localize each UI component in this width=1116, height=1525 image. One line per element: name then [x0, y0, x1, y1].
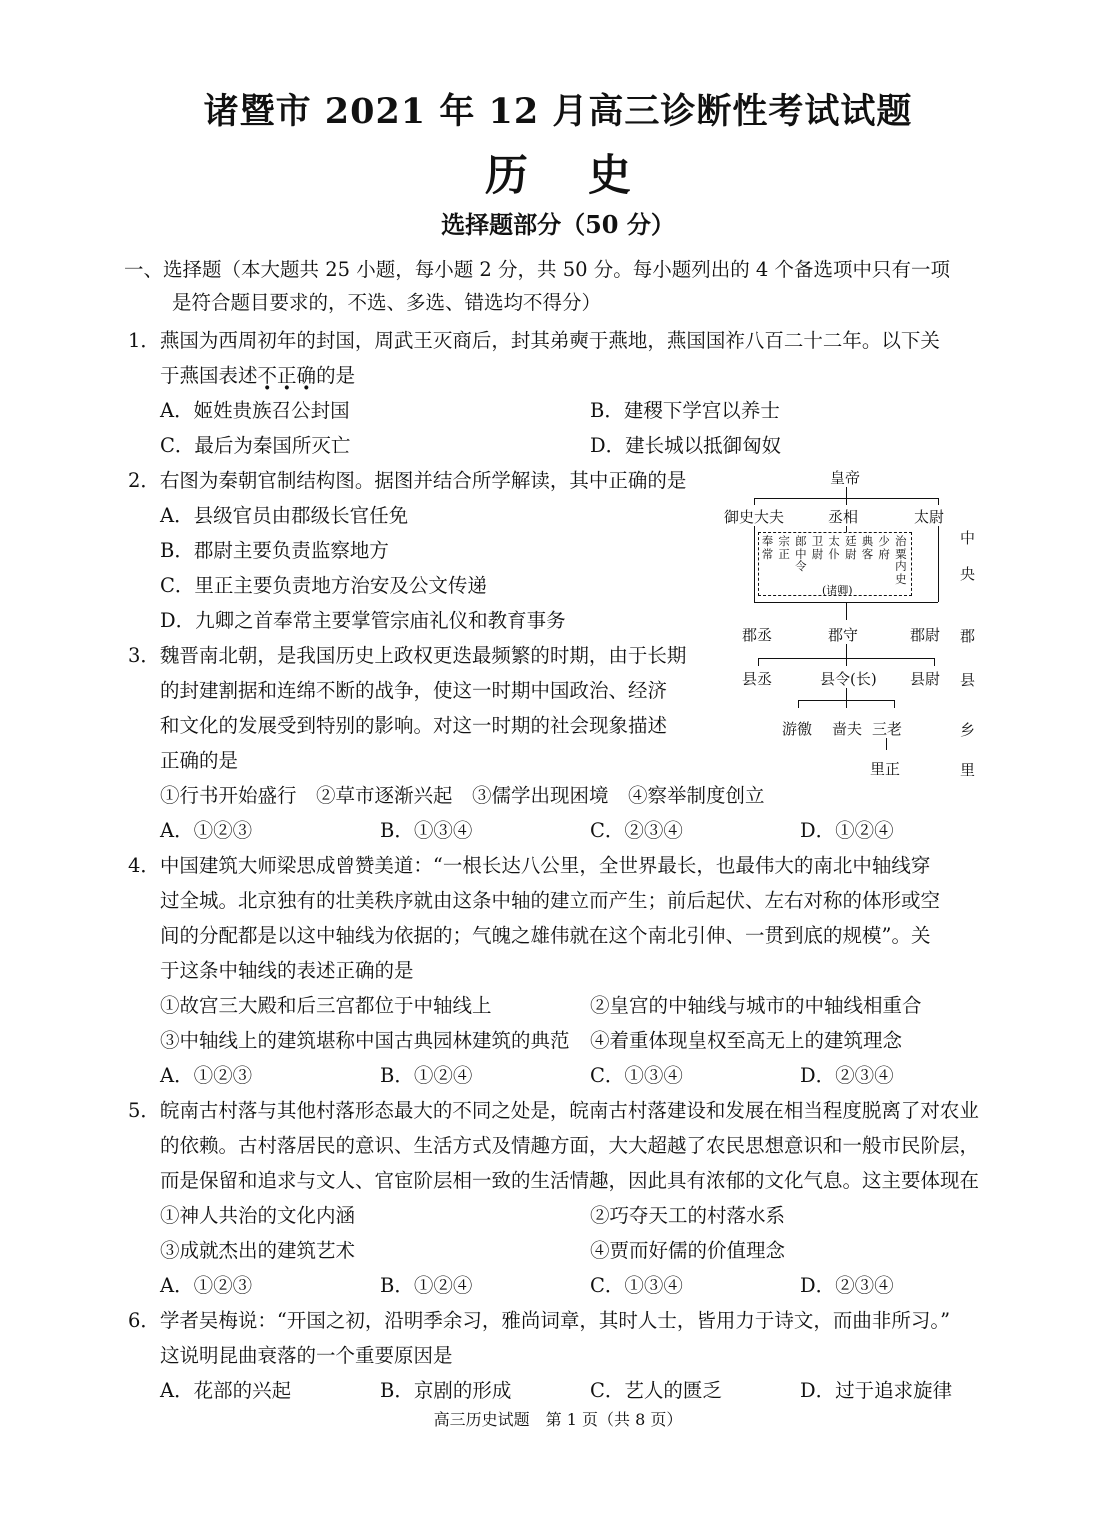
q6-option-c: C．艺人的匮乏	[590, 1379, 722, 1402]
diagram-connector	[846, 487, 847, 498]
page-footer: 高三历史试题 第 1 页（共 8 页）	[433, 1410, 683, 1429]
q5-stem-line-1: 5．皖南古村落与其他村落形态最大的不同之处是，皖南古村落建设和发展在相当程度脱离了对农业	[128, 1099, 979, 1122]
diagram-connector	[934, 658, 935, 666]
q5-stem-line-3: 而是保留和追求与文人、官宦阶层相一致的生活情趣，因此具有浓郁的文化气息。这主要体现在	[160, 1169, 980, 1192]
q3-stem-line-2: 的封建割据和连绵不断的战争，使这一时期中国政治、经济	[160, 679, 668, 702]
diagram-connector	[938, 498, 939, 505]
q5-option-b: B．①②④	[380, 1274, 473, 1297]
diagram-connector	[846, 688, 847, 700]
diagram-minister: 典 客	[861, 534, 874, 561]
diagram-xian-cheng: 县丞	[742, 670, 773, 688]
diagram-minister: 太 仆	[828, 534, 840, 561]
q4-stem-line-3: 间的分配都是以这中轴线为依据的；气魄之雄伟就在这个南北引伸、一贯到底的规模”。关	[160, 924, 931, 947]
diagram-connector	[846, 602, 847, 620]
qin-bureaucracy-diagram	[718, 465, 988, 785]
q6-option-d: D．过于追求旋律	[800, 1379, 953, 1402]
q6-option-a: A．花部的兴起	[160, 1379, 292, 1402]
q1-option-a: A．姬姓贵族召公封国	[160, 399, 350, 422]
diagram-youjiao: 游徼	[782, 720, 813, 738]
diagram-connector	[846, 644, 847, 658]
diagram-level-jun: 郡	[960, 627, 976, 645]
diagram-minister: 卫 尉	[811, 534, 824, 561]
diagram-connector	[846, 658, 847, 666]
q1-option-b: B．建稷下学宫以养士	[590, 399, 780, 422]
diagram-connector	[754, 498, 755, 505]
q3-stem-line-3: 和文化的发展受到特别的影响。对这一时期的社会现象描述	[160, 714, 668, 737]
q1-stem-line-2	[160, 363, 355, 389]
diagram-jun-shou: 郡守	[828, 626, 859, 644]
q4-item-3: ③中轴线上的建筑堪称中国古典园林建筑的典范	[160, 1029, 570, 1052]
q3-option-a: A．①②③	[160, 819, 253, 842]
diagram-minister: 郎 中 令	[795, 534, 807, 573]
q1-option-d: D．建长城以抵御匈奴	[590, 434, 782, 457]
exam-title: 诸暨市 2021 年 12 月高三诊断性考试试题	[203, 91, 913, 132]
diagram-level-yang: 央	[960, 565, 976, 583]
diagram-level-li: 里	[960, 761, 976, 779]
diagram-connector	[846, 700, 847, 708]
q4-option-c: C．①③④	[590, 1064, 683, 1087]
diagram-lizheng: 里正	[870, 760, 901, 778]
q5-option-a: A．①②③	[160, 1274, 253, 1297]
diagram-connector	[758, 658, 759, 666]
q4-item-2: ②皇宫的中轴线与城市的中轴线相重合	[590, 994, 922, 1017]
q3-stem-line-1: 3．魏晋南北朝，是我国历史上政权更迭最频繁的时期，由于长期	[128, 644, 687, 667]
q5-item-4: ④贾而好儒的价值理念	[590, 1239, 786, 1262]
q5-option-c: C．①③④	[590, 1274, 683, 1297]
diagram-frame	[938, 526, 939, 602]
q4-item-4: ④着重体现皇权至高无上的建筑理念	[590, 1029, 903, 1052]
diagram-sanlao: 三老	[872, 720, 903, 738]
q5-option-d: D．②③④	[800, 1274, 894, 1297]
q3-option-d: D．①②④	[800, 819, 894, 842]
q2-option-a: A．县级官员由郡级长官任免	[160, 504, 409, 527]
diagram-frame	[754, 526, 755, 602]
q4-item-1: ①故宫三大殿和后三宫都位于中轴线上	[160, 994, 492, 1017]
diagram-jun-cheng: 郡丞	[742, 626, 773, 644]
subject-title: 历史	[485, 151, 691, 201]
q4-stem-line-2: 过全城。北京独有的壮美秩序就由这条中轴的建立而产生；前后起伏、左右对称的体形或空	[160, 889, 941, 912]
q4-stem-line-4: 于这条中轴线的表述正确的是	[160, 959, 414, 982]
q6-stem-line-1: 6．学者吴梅说：“开国之初，沿明季余习，雅尚词章，其时人士，皆用力于诗文，而曲非所习。”	[128, 1309, 951, 1332]
diagram-xian-wei: 县尉	[910, 670, 941, 688]
q3-option-b: B．①③④	[380, 819, 473, 842]
diagram-level-xiang: 乡	[960, 721, 976, 739]
diagram-connector	[798, 700, 799, 708]
q3-items: ①行书开始盛行 ②草市逐渐兴起 ③儒学出现困境 ④察举制度创立	[160, 784, 765, 807]
diagram-connector	[894, 700, 895, 708]
diagram-yushi-dafu: 御史大夫	[724, 508, 785, 526]
diagram-taiwei: 太尉	[914, 508, 945, 526]
diagram-jun-wei: 郡尉	[910, 626, 941, 644]
diagram-xian-ling: 县令(长)	[820, 670, 877, 688]
q1-stem-line-1: 1．燕国为西周初年的封国，周武王灭商后，封其弟奭于燕地，燕国国祚八百二十二年。以下关	[128, 329, 940, 352]
q1-stem-post: 的是	[316, 364, 356, 387]
q5-stem-line-2: 的依赖。古村落居民的意识、生活方式及情趣方面，大大超越了农民思想意识和一般市民阶层，	[160, 1134, 980, 1157]
q4-option-a: A．①②③	[160, 1064, 253, 1087]
q5-item-2: ②巧夺天工的村落水系	[590, 1204, 786, 1227]
q2-option-b: B．郡尉主要负责监察地方	[160, 539, 389, 562]
q1-stem-pre: 于燕国表述	[160, 364, 258, 387]
q5-item-3: ③成就杰出的建筑艺术	[160, 1239, 356, 1262]
instructions-line-2: 是符合题目要求的，不选、多选、错选均不得分）	[172, 291, 602, 314]
q1-emphasis-char: 不	[257, 364, 278, 387]
diagram-connector	[886, 738, 887, 750]
q1-emphasis-char: 正	[277, 364, 297, 387]
q1-emphasis-char: 确	[296, 364, 317, 387]
diagram-chengxiang: 丞相	[828, 508, 859, 526]
diagram-emperor: 皇帝	[830, 469, 861, 487]
diagram-jiuqing-label: (诸卿)	[822, 584, 853, 597]
q2-option-d: D．九卿之首奉常主要掌管宗庙礼仪和教育事务	[160, 609, 566, 632]
q2-option-c: C．里正主要负责地方治安及公文传递	[160, 574, 487, 597]
instructions-line-1: 一、选择题（本大题共 25 小题，每小题 2 分，共 50 分。每小题列出的 4 个备选项中只有一项	[124, 258, 951, 281]
q6-option-b: B．京剧的形成	[380, 1379, 512, 1402]
diagram-ministers	[760, 534, 910, 586]
diagram-connector	[846, 498, 847, 505]
q4-option-b: B．①②④	[380, 1064, 473, 1087]
q5-item-1: ①神人共治的文化内涵	[160, 1204, 356, 1227]
diagram-minister: 治 粟 内 史	[895, 534, 907, 586]
diagram-minister: 宗 正	[778, 534, 790, 561]
diagram-level-xian: 县	[960, 671, 976, 689]
diagram-sefu: 啬夫	[832, 720, 863, 738]
q3-stem-line-4: 正确的是	[160, 749, 239, 772]
q1-option-c: C．最后为秦国所灭亡	[160, 434, 351, 457]
q6-stem-line-2: 这说明昆曲衰落的一个重要原因是	[160, 1344, 453, 1367]
diagram-minister: 廷 尉	[845, 534, 857, 561]
diagram-level-zhong: 中	[960, 529, 976, 547]
q2-stem: 2．右图为秦朝官制结构图。据图并结合所学解读，其中正确的是	[128, 469, 687, 492]
q3-option-c: C．②③④	[590, 819, 683, 842]
section-heading: 选择题部分（50 分）	[441, 210, 675, 239]
diagram-minister: 奉 常	[761, 534, 774, 561]
q4-stem-line-1: 4．中国建筑大师梁思成曾赞美道：“一根长达八公里，全世界最长，也最伟大的南北中轴线穿	[128, 854, 931, 877]
diagram-minister: 少 府	[878, 534, 890, 561]
q4-option-d: D．②③④	[800, 1064, 894, 1087]
